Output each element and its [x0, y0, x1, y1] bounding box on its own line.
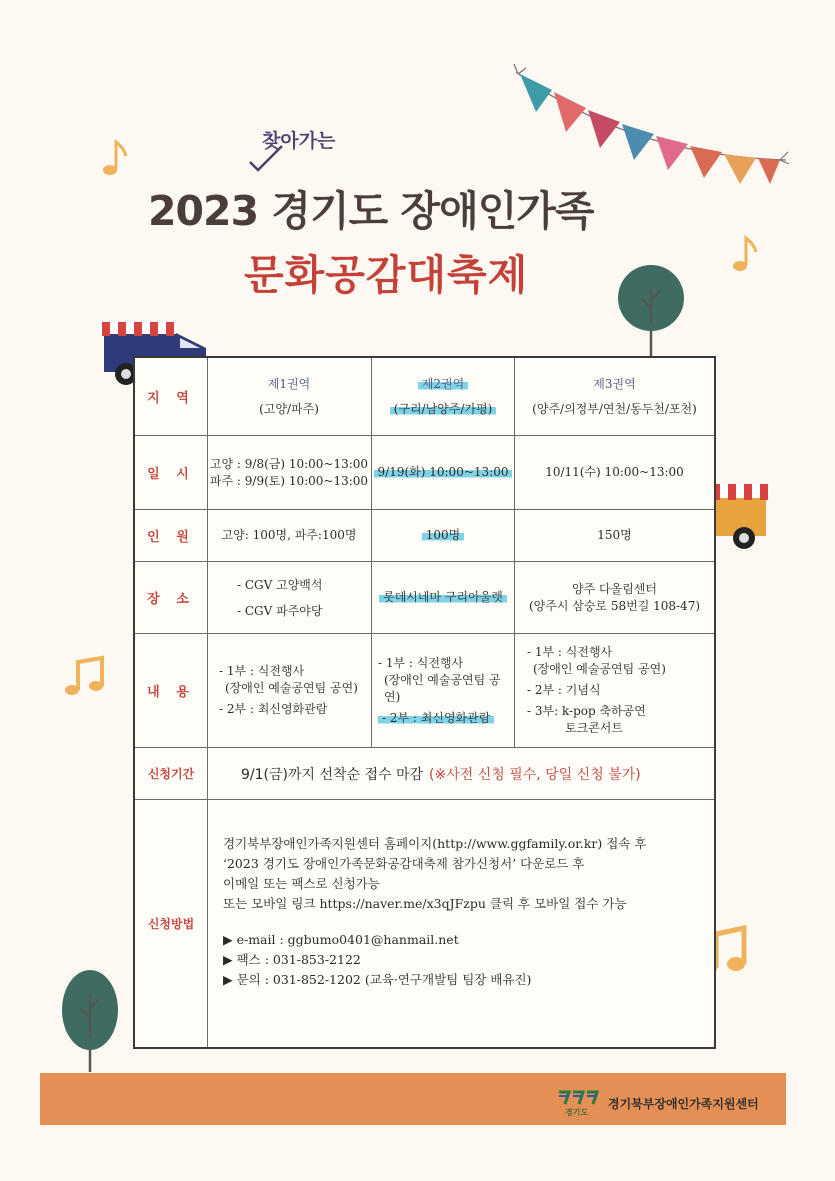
method-line1: 경기북부장애인가족지원센터 홈페이지(http://www.ggfamily.or.kr) 접속 후 [223, 836, 647, 851]
row-label-datetime: 일 시 [135, 436, 208, 509]
place-guri: 롯데시네마 구리아울렛 [379, 589, 507, 606]
gyeonggi-logo-text: 경기도 [565, 1108, 589, 1117]
table-row-datetime [135, 436, 714, 510]
table-row-people [135, 510, 714, 562]
datetime-paju: 파주 : 9/9(토) 10:00~13:00 [209, 473, 369, 488]
content-r3-part1: - 1부 : 식전행사 [527, 645, 613, 659]
region-2-area: (구리/남양주/가평) [390, 401, 497, 418]
region-1-cell [207, 358, 372, 435]
event-title-line1: 2023 경기도 장애인가족 [148, 187, 594, 235]
content-r1-part2: - 2부 : 최신영화관람 [219, 702, 328, 716]
content-r3-part1-detail: (장애인 예술공연팀 공연) [533, 662, 666, 676]
people-region-2 [372, 510, 515, 561]
method-email: ▶ e-mail : ggbumo0401@hanmail.net [223, 932, 459, 947]
place-yangju-address: (양주시 삼숭로 58번길 108-47) [528, 598, 701, 613]
period-cell [207, 748, 714, 799]
table-row-period [135, 748, 714, 800]
place-paju: - CGV 파주야당 [237, 603, 323, 618]
place-goyang: - CGV 고양백석 [237, 577, 323, 592]
content-region-3 [515, 634, 714, 747]
people-r3-text: 150명 [597, 528, 632, 542]
event-info-table [133, 356, 716, 1049]
people-region-3 [515, 510, 714, 561]
footer-org-name: 경기북부장애인가족지원센터 [608, 1097, 759, 1111]
region-2-name: 제2권역 [418, 376, 468, 393]
bunting-decoration [508, 60, 798, 190]
content-region-2 [372, 634, 515, 747]
tree-icon [58, 968, 122, 1072]
check-mark-icon [246, 140, 286, 174]
region-2-cell [372, 358, 515, 435]
region-3-name: 제3권역 [593, 376, 636, 391]
datetime-yangju: 10/11(수) 10:00~13:00 [545, 465, 684, 479]
content-r2-part1: - 1부 : 식전행사 [378, 655, 464, 670]
datetime-region-3 [515, 436, 714, 509]
region-1-name: 제1권역 [267, 376, 311, 391]
table-row-content [135, 634, 714, 748]
place-region-3 [515, 562, 714, 633]
period-text: 9/1(금)까지 선착순 접수 마감 [241, 766, 424, 783]
people-r1-text: 고양: 100명, 파주:100명 [221, 528, 357, 542]
row-label-period: 신청기간 [135, 748, 208, 799]
people-region-1 [207, 510, 372, 561]
place-yangju-name: 양주 다올림센터 [572, 581, 657, 596]
content-r2-part1-detail: (장애인 예술공연팀 공연) [384, 672, 501, 704]
place-region-1 [207, 562, 372, 633]
content-r3-part3-detail: 토크콘서트 [565, 721, 623, 735]
datetime-region-1 [207, 436, 372, 509]
method-line4: 또는 모바일 링크 https://naver.me/x3qJFzpu 클릭 후 모바일 접수 가능 [223, 896, 627, 911]
region-3-cell [515, 358, 714, 435]
datetime-goyang: 고양 : 9/8(금) 10:00~13:00 [209, 456, 369, 471]
place-region-2 [372, 562, 515, 633]
method-line3: 이메일 또는 팩스로 신청가능 [223, 876, 380, 891]
period-warning: (※사전 신청 필수, 당일 신청 불가) [429, 766, 641, 783]
method-cell [207, 800, 714, 1047]
row-label-region: 지 역 [135, 358, 208, 435]
tree-icon [614, 264, 688, 360]
row-label-method: 신청방법 [135, 800, 208, 1047]
event-subtitle: 찾아가는 [262, 130, 336, 152]
music-note-icon [100, 136, 130, 178]
table-row-method [135, 800, 714, 1047]
content-r1-part1: - 1부 : 식전행사 [219, 664, 305, 678]
datetime-guri: 9/19(화) 10:00~13:00 [374, 464, 513, 481]
table-row-region [135, 358, 714, 436]
double-music-note-icon [62, 654, 106, 700]
row-label-people: 인 원 [135, 510, 208, 561]
content-r2-part2: - 2부 : 최신영화관람 [378, 710, 494, 727]
row-label-place: 장 소 [135, 562, 208, 633]
region-3-area: (양주/의정부/연천/동두천/포천) [532, 401, 697, 416]
datetime-region-2 [372, 436, 515, 509]
event-title-line2: 문화공감대축제 [244, 251, 529, 299]
content-r3-part2: - 2부 : 기념식 [527, 683, 601, 697]
people-r2-text: 100명 [422, 527, 465, 544]
method-line2: ‘2023 경기도 장애인가족문화공감대축제 참가신청서’ 다운로드 후 [223, 856, 585, 871]
content-region-1 [207, 634, 372, 747]
row-label-content: 내 용 [135, 634, 208, 747]
content-r1-part1-detail: (장애인 예술공연팀 공연) [225, 681, 358, 695]
region-1-area: (고양/파주) [259, 401, 319, 416]
method-contact: ▶ 문의 : 031-852-1202 (교육·연구개발팀 팀장 배유진) [223, 972, 532, 987]
music-note-icon [730, 232, 760, 274]
table-row-place [135, 562, 714, 634]
method-fax: ▶ 팩스 : 031-853-2122 [223, 952, 361, 967]
content-r3-part3: - 3부: k-pop 축하공연 [527, 704, 646, 718]
